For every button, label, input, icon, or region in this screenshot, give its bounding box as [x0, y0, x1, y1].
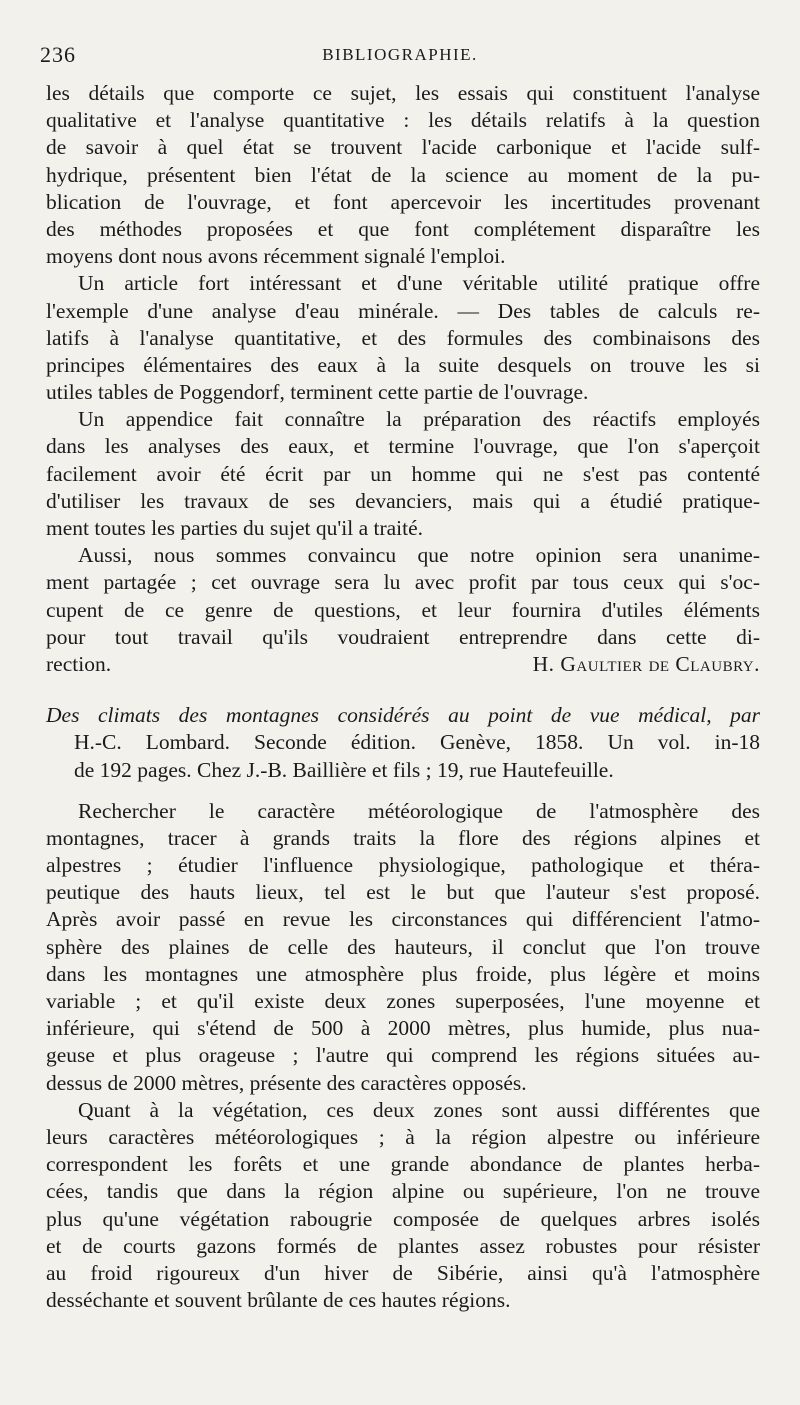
text-line: geuse et plus orageuse ; l'autre qui comprend les régions situées au- — [46, 1043, 760, 1068]
text-line: Aussi, nous sommes convaincu que notre opinion sera unanime- — [78, 543, 760, 568]
text-line: Un appendice fait connaître la préparation des réactifs employés — [78, 407, 760, 432]
text-line: sphère des plaines de celle des hauteurs, il conclut que l'on trouve — [46, 934, 760, 959]
text-line: au froid rigoureux d'un hiver de Sibérie, ainsi qu'à l'atmosphère — [46, 1260, 760, 1285]
text-line: correspondent les forêts et une grande abondance de plantes herba- — [46, 1152, 760, 1177]
running-title: BIBLIOGRAPHIE. — [322, 45, 478, 64]
citation-title-line: Des climats des montagnes considérés au point de vue médical, par — [46, 703, 760, 728]
text-line: plus qu'une végétation rabougrie composée de quelques arbres isolés — [46, 1206, 760, 1231]
review-mountain-climates — [46, 798, 760, 1315]
book-citation — [46, 702, 760, 784]
text-line: utiles tables de Poggendorf, terminent cette partie de l'ouvrage. — [46, 380, 589, 405]
text-line: d'utiliser les travaux de ses devanciers, mais qui a étudié pratique- — [46, 488, 760, 513]
text-line: l'exemple d'une analyse d'eau minérale. — Des tables de calculs re- — [46, 298, 760, 323]
text-line: des méthodes proposées et que font complétement disparaître les — [46, 216, 760, 241]
text-line: et de courts gazons formés de plantes assez robustes pour résister — [46, 1233, 760, 1258]
page-number: 236 — [40, 42, 76, 67]
text-line: leurs caractères météorologiques ; à la région alpestre ou inférieure — [46, 1124, 760, 1149]
text-line: desséchante et souvent brûlante de ces hautes régions. — [46, 1288, 511, 1313]
text-line: hydrique, présentent bien l'état de la science au moment de la pu- — [46, 162, 760, 187]
text-line: principes élémentaires des eaux à la suite desquels on trouve les si — [46, 352, 760, 377]
text-line: ment toutes les parties du sujet qu'il a traité. — [46, 516, 424, 540]
text-line: cées, tandis que dans la région alpine ou supérieure, l'on ne trouve — [46, 1179, 760, 1204]
text-line: rection. — [46, 651, 112, 676]
text-line: moyens dont nous avons récemment signalé l'emploi. — [46, 244, 506, 269]
text-line: pour tout travail qu'ils voudraient entreprendre dans cette di- — [46, 624, 760, 649]
text-line: dessus de 2000 mètres, présente des caractères opposés. — [46, 1070, 527, 1095]
section-gap — [46, 784, 760, 798]
text-line: blication de l'ouvrage, et font apercevoir les incertitudes provenant — [46, 189, 760, 214]
text-line: les détails que comporte ce sujet, les essais qui constituent l'analyse — [46, 81, 760, 105]
text-line: variable ; et qu'il existe deux zones superposées, l'une moyenne et — [46, 989, 760, 1013]
text-line: inférieure, qui s'étend de 500 à 2000 mètres, plus humide, plus nua- — [46, 1016, 760, 1041]
citation-line: de 192 pages. Chez J.-B. Baillière et fils ; 19, rue Hautefeuille. — [74, 757, 614, 782]
text-line: de savoir à quel état se trouvent l'acide carbonique et l'acide sulf- — [46, 135, 760, 160]
text-line: Rechercher le caractère météorologique de l'atmosphère des — [78, 798, 760, 823]
text-line: montagnes, tracer à grands traits la flore des régions alpines et — [46, 825, 760, 850]
text-line: ment partagée ; cet ouvrage sera lu avec profit par tous ceux qui s'oc- — [46, 570, 760, 595]
section-gap — [46, 678, 760, 702]
text-line: Quant à la végétation, ces deux zones sont aussi différentes que — [78, 1097, 760, 1122]
text-line: latifs à l'analyse quantitative, et des formules des combinaisons des — [46, 325, 760, 350]
text-line: dans les analyses des eaux, et termine l'ouvrage, que l'on s'aperçoit — [46, 434, 760, 459]
citation-line: H.-C. Lombard. Seconde édition. Genève, 1858. Un vol. in-18 — [74, 730, 760, 755]
text-line: cupent de ce genre de questions, et leur fournira d'utiles éléments — [46, 597, 760, 622]
text-line: facilement avoir été écrit par un homme qui ne s'est pas contenté — [46, 461, 760, 486]
page-header — [40, 42, 760, 72]
page-body — [46, 80, 760, 1314]
text-line: peutique des hauts lieux, tel est le but que l'auteur s'est proposé. — [46, 880, 760, 905]
reviewer-signature: H. Gaultier de Claubry. — [532, 651, 760, 676]
text-line: alpestres ; étudier l'influence physiologique, pathologique et théra- — [46, 853, 760, 878]
text-line: Un article fort intéressant et d'une véritable utilité pratique offre — [78, 271, 760, 296]
text-line: qualitative et l'analyse quantitative : les détails relatifs à la question — [46, 108, 760, 133]
text-line: dans les montagnes une atmosphère plus froide, plus légère et moins — [46, 961, 760, 986]
text-line: Après avoir passé en revue les circonstances qui différencient l'atmo- — [46, 907, 760, 932]
review-water-analysis — [46, 80, 760, 678]
